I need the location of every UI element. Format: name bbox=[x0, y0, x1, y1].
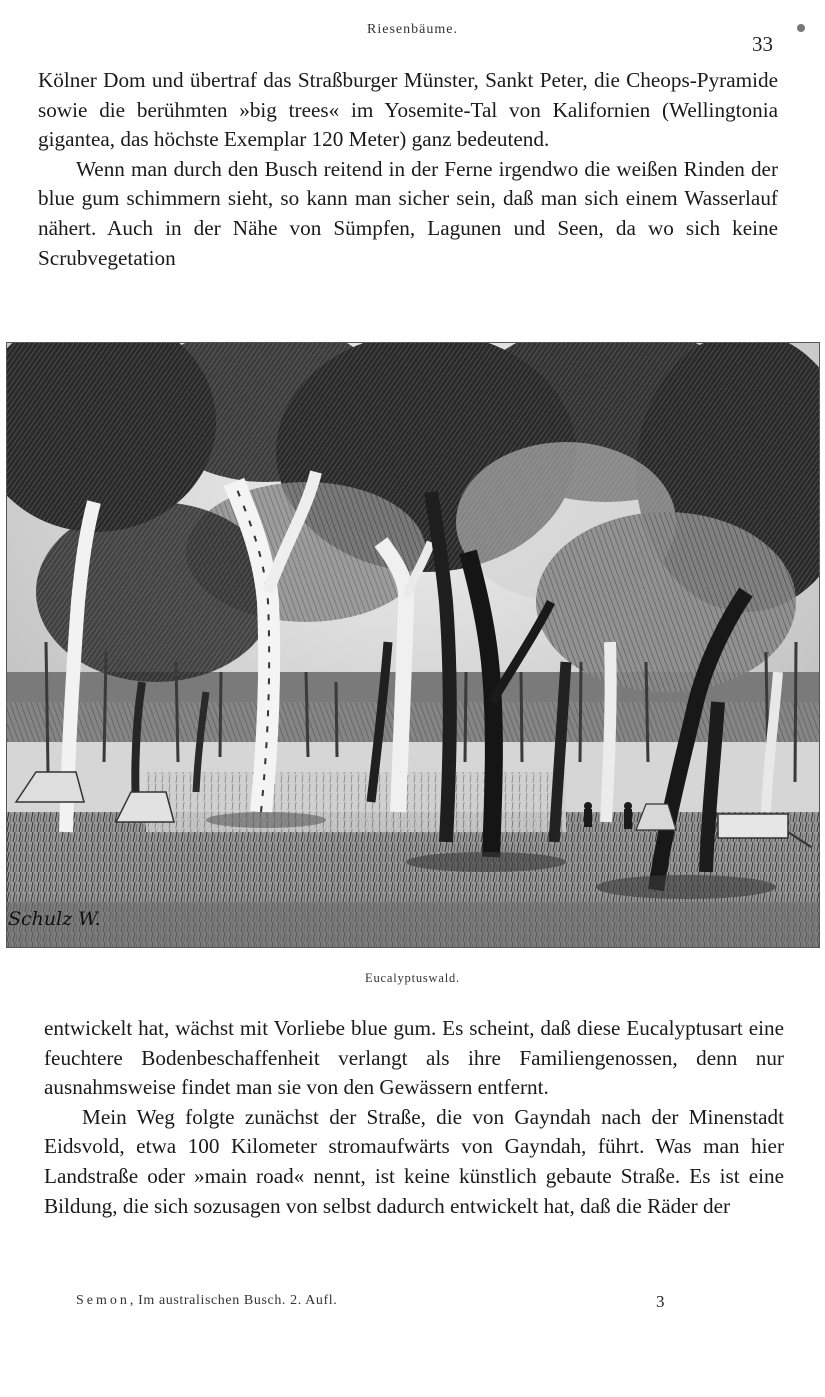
running-head: Riesenbäume. bbox=[367, 22, 458, 37]
figure-caption: Eucalyptuswald. bbox=[365, 971, 460, 985]
printer-signature-mark: 3 bbox=[656, 1292, 665, 1311]
eucalyptus-forest-engraving bbox=[6, 342, 820, 948]
paragraph: Wenn man durch den Busch reitend in der Ferne irgendwo die weißen Rinden der blue gum schimmern sieht, so kann man sicher sein, daß man sich einem Wasserlauf nähert. Auch in der Nähe von Sümpfen, Lagunen und Seen, da wo sich keine Scrubvegetation bbox=[38, 156, 778, 270]
text-block-bottom bbox=[44, 1014, 784, 1221]
footer-author: Semon bbox=[76, 1293, 130, 1308]
text-block-top bbox=[38, 66, 778, 273]
paragraph: entwickelt hat, wächst mit Vorliebe blue gum. Es scheint, daß diese Eucalyptusart eine feuchtere Bodenbeschaffenheit verlangt als ihre Familiengenossen, denn nur ausnahmsweise findet man sie von den Gewässern entfernt. bbox=[44, 1016, 784, 1100]
paragraph: Kölner Dom und übertraf das Straßburger Münster, Sankt Peter, die Cheops-Pyramide sowie die berühmten »big trees« im Yosemite-Tal von Kalifornien (Wellingtonia gigantea, das höchste Exemplar 120 Meter) ganz bedeutend. bbox=[38, 68, 778, 152]
page-number: 33 bbox=[752, 32, 773, 56]
footer-book-note bbox=[76, 1293, 337, 1309]
print-speck bbox=[797, 24, 805, 32]
paragraph: Mein Weg folgte zunächst der Straße, die von Gayndah nach der Minenstadt Eidsvold, etwa 100 Kilometer stromaufwärts von Gayndah, führt. Was man hier Landstraße oder »main road« nennt, ist keine künstlich gebaute Straße. Es ist eine Bildung, die sich sozusagen von selbst dadurch entwickelt hat, daß die Räder der bbox=[44, 1104, 784, 1218]
artist-signature: Schulz W. bbox=[8, 908, 101, 930]
footer-title: , Im australischen Busch. 2. Aufl. bbox=[129, 1293, 338, 1308]
